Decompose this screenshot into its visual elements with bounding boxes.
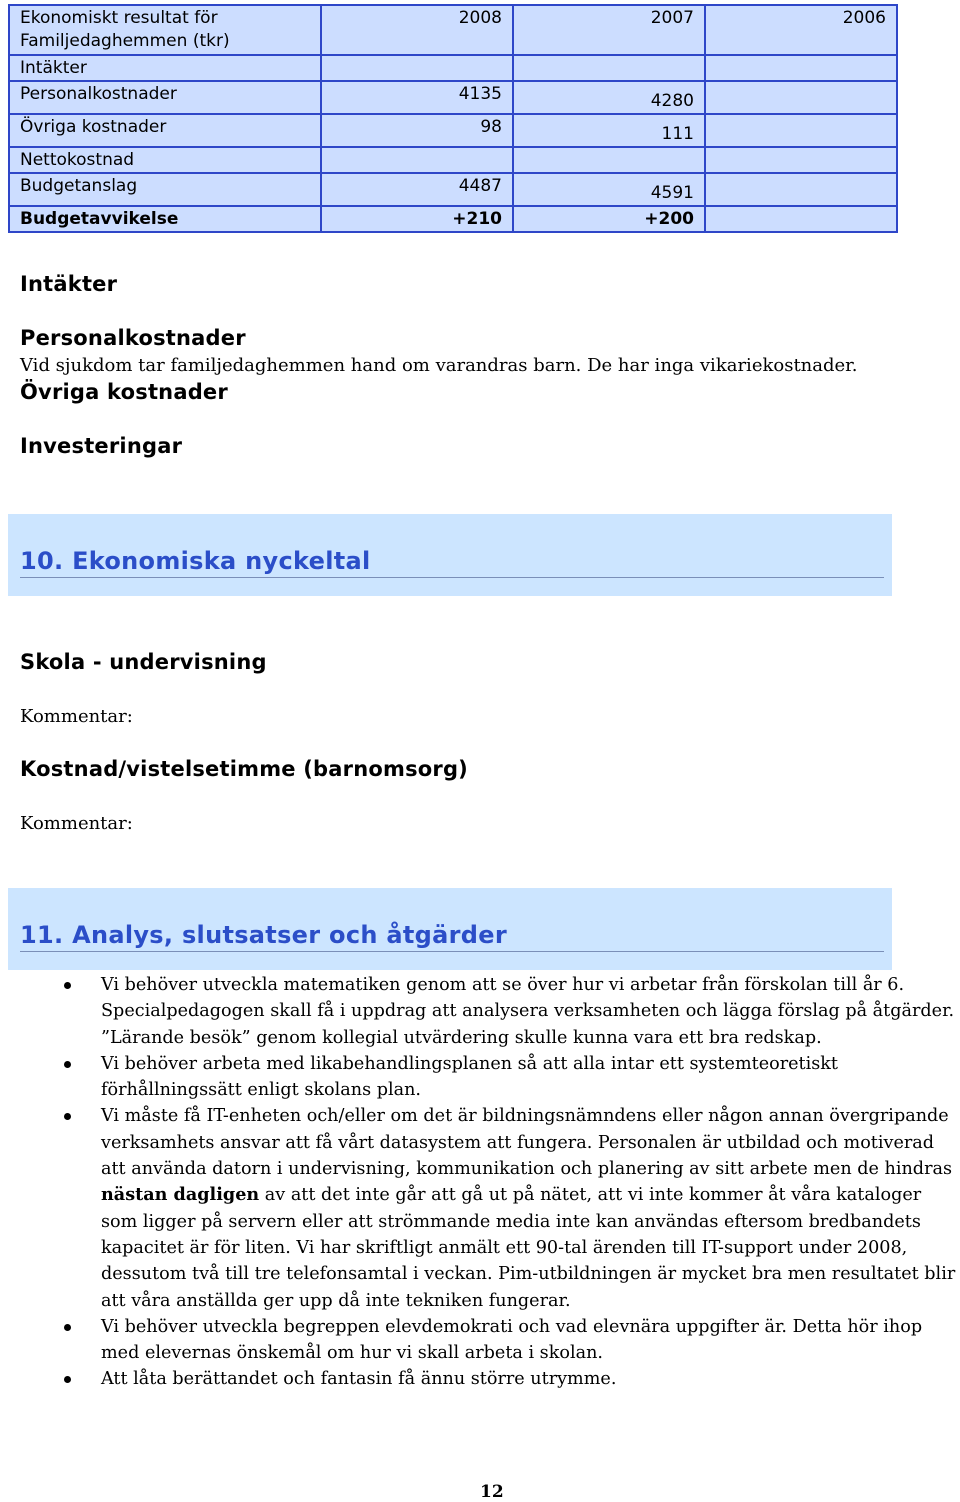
section-title-11: 11. Analys, slutsatser och åtgärder: [20, 921, 884, 952]
list-item: [0, 1051, 960, 1104]
section-band-10: [8, 514, 892, 596]
kommentar-label: Kommentar:: [20, 813, 133, 834]
table-row: [9, 55, 897, 81]
bullet-text: Att låta berättandet och fantasin få ännu större utrymme.: [101, 1369, 617, 1390]
row-label: Personalkostnader: [9, 81, 321, 114]
row-label: Nettokostnad: [9, 147, 321, 173]
row-label: Intäkter: [9, 55, 321, 81]
table-header-2007: 2007: [513, 5, 705, 55]
value-2006: [705, 147, 897, 173]
value-2006: [705, 114, 897, 147]
heading-kostnad-vistelsetimme: Kostnad/vistelsetimme (barnomsorg): [20, 757, 468, 781]
personalkostnader-text: Vid sjukdom tar familjedaghemmen hand om varandras barn. De har inga vikariekostnader.: [20, 355, 858, 376]
heading-ovriga-kostnader: Övriga kostnader: [20, 380, 228, 404]
value-2007: 4280: [513, 81, 705, 114]
value-2008: [321, 147, 513, 173]
heading-skola-undervisning: Skola - undervisning: [20, 650, 267, 674]
analysis-bullet-list: [0, 972, 960, 1393]
financial-result-table: [8, 4, 898, 233]
bullet-text-part: Vi måste få IT-enheten och/eller om det är bildningsnämndens eller någon annan övergripande verksamhets ansvar att få vårt datasystem att fungera. Personalen är utbildad och motiverad att använda datorn i undervisning, kommunikation och planering av sitt arbete men de hindras: [101, 1106, 953, 1180]
bullet-icon: [64, 1324, 71, 1331]
table-header-2006: 2006: [705, 5, 897, 55]
bullet-text: Vi behöver utveckla begreppen elevdemokrati och vad elevnära uppgifter är. Detta hör ihop med elevernas önskemål om hur vi skall arbeta i skolan.: [101, 1316, 923, 1364]
table-row: [9, 114, 897, 147]
row-label: Budgetanslag: [9, 173, 321, 206]
value-2008: 98: [321, 114, 513, 147]
bullet-icon: [64, 1113, 71, 1120]
value-2008: 4135: [321, 81, 513, 114]
section-title-10: 10. Ekonomiska nyckeltal: [20, 547, 884, 578]
table-header-2008: 2008: [321, 5, 513, 55]
bullet-text-part: av att det inte går att gå ut på nätet, att vi inte kommer åt våra kataloger som ligger på servern eller att strömmande media inte kan användas eftersom bredbandets kapacitet är för liten. Vi har skriftligt anmält ett 90-tal ärenden till IT-support under 2008, dessutom två till tre telefonsamtal i veckan. Pim-utbildningen är mycket bra men resultatet blir att våra anställda ger upp då inte tekniken fungerar.: [101, 1185, 956, 1311]
value-2007: +200: [513, 206, 705, 232]
bullet-text: [101, 1103, 956, 1313]
table-row: [9, 81, 897, 114]
heading-personalkostnader: Personalkostnader: [20, 326, 246, 350]
list-item: [0, 1366, 960, 1392]
table-row: [9, 147, 897, 173]
value-2007: [513, 55, 705, 81]
list-item: [0, 972, 960, 1051]
bullet-icon: [64, 982, 71, 989]
page-number: 12: [480, 1482, 504, 1502]
table-row: [9, 173, 897, 206]
bullet-icon: [64, 1061, 71, 1068]
bullet-text: Specialpedagogen skall få i uppdrag att analysera verksamheten och lägga förslag på åtgärder.: [101, 1001, 955, 1022]
value-2006: [705, 81, 897, 114]
value-2007: 111: [513, 114, 705, 147]
heading-investeringar: Investeringar: [20, 434, 183, 458]
bullet-text: ”Lärande besök” genom kollegial utvärdering skulle kunna vara ett bra redskap.: [101, 1027, 822, 1048]
bullet-text: Vi behöver arbeta med likabehandlingsplanen så att alla intar ett systemteoretiskt förhållningssätt enligt skolans plan.: [101, 1053, 838, 1101]
bullet-icon: [64, 1376, 71, 1383]
row-label: Budgetavvikelse: [9, 206, 321, 232]
value-2007: 4591: [513, 173, 705, 206]
value-2006: [705, 173, 897, 206]
list-item: [0, 1103, 960, 1313]
bullet-text: Vi behöver utveckla matematiken genom att se över hur vi arbetar från förskolan till år 6.: [101, 975, 905, 995]
value-2008: 4487: [321, 173, 513, 206]
value-2007: [513, 147, 705, 173]
table-row-total: [9, 206, 897, 232]
value-2006: [705, 55, 897, 81]
section-band-11: [8, 888, 892, 970]
list-item: [0, 1314, 960, 1367]
value-2006: [705, 206, 897, 232]
table-header-row: [9, 5, 897, 55]
bullet-text-bold: nästan dagligen: [101, 1184, 260, 1206]
table-header-label: Ekonomiskt resultat för Familjedaghemmen (tkr): [9, 5, 321, 55]
value-2008: +210: [321, 206, 513, 232]
kommentar-label: Kommentar:: [20, 706, 133, 727]
value-2008: [321, 55, 513, 81]
row-label: Övriga kostnader: [9, 114, 321, 147]
heading-intakter: Intäkter: [20, 272, 118, 296]
